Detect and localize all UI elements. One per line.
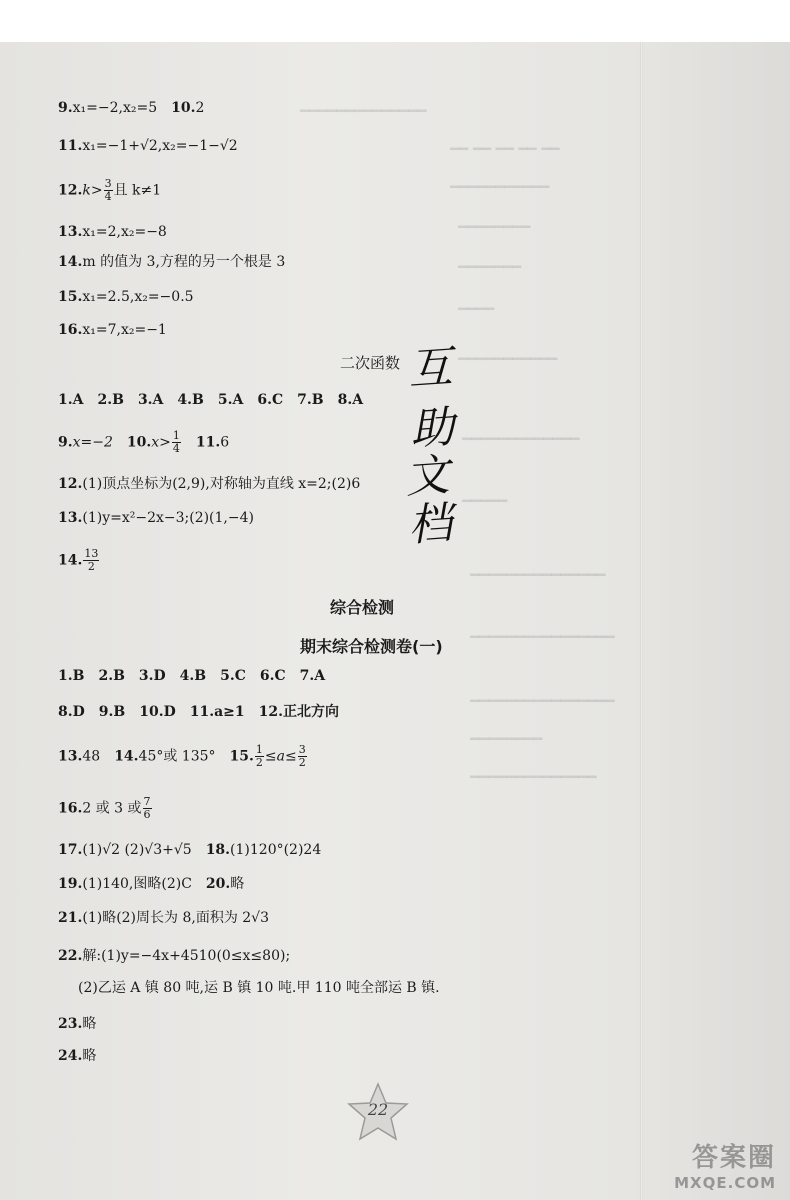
answer-text: 2: [195, 100, 205, 116]
answer-text: m 的值为 3,方程的另一个根是 3: [82, 254, 286, 270]
handwritten-char: 档: [406, 497, 455, 552]
answer-line-11: [58, 136, 238, 156]
fraction: $\frac{3}{2}$: [298, 743, 306, 769]
answer-text: x₁=2,x₂=−8: [82, 224, 167, 240]
section-heading: 综合检测: [330, 598, 395, 617]
bleed-through: ━━━━━━━━━━━: [458, 350, 558, 368]
answer-line-9-11: 9.x=−2 10.x> $\frac{1}{4}$ 11.6: [58, 429, 230, 455]
answer-line-23: 23.略: [58, 1016, 97, 1032]
page-fold: [640, 42, 643, 1200]
bleed-through: ━━━━━━━━: [470, 730, 543, 748]
answer-line-12: 12.(1)顶点坐标为(2,9),对称轴为直线 x=2;(2)6: [58, 476, 361, 492]
handwritten-char: 助: [408, 401, 457, 456]
bleed-through: ━━ ━━ ━━ ━━ ━━: [450, 140, 560, 158]
answer-text: x₁=7,x₂=−1: [82, 322, 167, 338]
question-number: 10.: [171, 100, 196, 116]
answer-line-13: 13.(1)y=x²−2x−3;(2)(1,−4): [58, 510, 254, 526]
bleed-through: ━━━━━━━━━━━━━━━: [470, 566, 606, 584]
bleed-through: ━━━━━━━━━━━━━━: [300, 102, 427, 120]
bleed-through: ━━━━━: [462, 492, 508, 510]
question-number: 14.: [58, 254, 83, 270]
bleed-through: ━━━━━━━: [458, 258, 522, 276]
question-number: 11.: [58, 138, 83, 154]
bleed-through: ━━━━━━━━━━━━━━: [470, 768, 597, 786]
fraction: $\frac{3}{4}$: [104, 177, 112, 203]
watermark: [674, 1137, 776, 1192]
handwritten-char: 文: [403, 449, 452, 504]
answer-line-17-18: 17.(1)√2 (2)√3+√5 18.(1)120°(2)24: [58, 842, 322, 858]
answer-line-9-10: [58, 98, 204, 118]
answer-text: x₁=2.5,x₂=−0.5: [82, 289, 194, 305]
page-background: [0, 42, 790, 1200]
answer-line-19-20: 19.(1)140,图略(2)C 20.略: [58, 876, 245, 892]
fraction: $\frac{1}{2}$: [255, 743, 263, 769]
question-number: 12.: [58, 182, 83, 199]
bleed-through: ━━━━━━━━━━━━━━━━: [470, 692, 615, 710]
mc-answer-row: 1.A 2.B 3.A 4.B 5.A 6.C 7.B 8.A: [58, 392, 364, 408]
mc-answer-row: 8.D 9.B 10.D 11.a≥1 12.正北方向: [58, 704, 339, 720]
answer-line-16: [58, 320, 167, 340]
fraction: $\frac{1}{4}$: [172, 429, 180, 455]
bleed-through: ━━━━━━━━: [458, 218, 531, 236]
bleed-through: ━━━━━━━━━━━━━: [462, 430, 580, 448]
answer-text: k>: [82, 182, 103, 199]
handwritten-char: 互: [406, 341, 455, 396]
answer-line-22: 22.解:(1)y=−4x+4510(0≤x≤80);: [58, 948, 291, 964]
watermark-logo-text: 答案圈: [691, 1143, 776, 1173]
answer-line-15: [58, 287, 194, 307]
answer-line-14: [58, 252, 285, 272]
page-number-star: [346, 1082, 410, 1142]
answer-text: x₁=−1+√2,x₂=−1−√2: [82, 138, 238, 154]
bleed-through: ━━━━━━━━━━━: [450, 178, 550, 196]
section-heading: 二次函数: [340, 354, 401, 372]
question-number: 15.: [58, 289, 83, 305]
answer-line-13: [58, 222, 167, 242]
answer-line-13-15: 13.48 14.45°或 135° 15. $\frac{1}{2}$ ≤a≤ $\frac{3}{2}$: [58, 743, 306, 769]
watermark-url: MXQE.COM: [674, 1174, 776, 1192]
bleed-through: ━━━━━━━━━━━━━━━━: [470, 628, 615, 646]
mc-answer-row: 1.B 2.B 3.D 4.B 5.C 6.C 7.A: [58, 668, 326, 684]
fraction: $\frac{7}{6}$: [143, 795, 151, 821]
question-number: 9.: [58, 100, 73, 116]
answer-line-14: 14. $\frac{13}{2}$: [58, 547, 99, 573]
question-number: 16.: [58, 322, 83, 338]
answer-text: 且 k≠1: [113, 182, 162, 199]
answer-line-24: 24.略: [58, 1048, 97, 1064]
answer-line-16: 16.2 或 3 或 $\frac{7}{6}$: [58, 795, 151, 821]
sub-heading: 期末综合检测卷(一): [300, 637, 443, 656]
page-number: 22: [367, 1100, 389, 1119]
answer-line-12: [58, 178, 161, 203]
answer-text: x₁=−2,x₂=5: [72, 100, 158, 116]
question-number: 13.: [58, 224, 83, 240]
fraction: $\frac{13}{2}$: [84, 547, 99, 573]
answer-line-21: 21.(1)略(2)周长为 8,面积为 2√3: [58, 910, 270, 926]
bleed-through: ━━━━: [458, 300, 495, 318]
answer-line-22-cont: (2)乙运 A 镇 80 吨,运 B 镇 10 吨.甲 110 吨全部运 B 镇.: [78, 980, 440, 996]
